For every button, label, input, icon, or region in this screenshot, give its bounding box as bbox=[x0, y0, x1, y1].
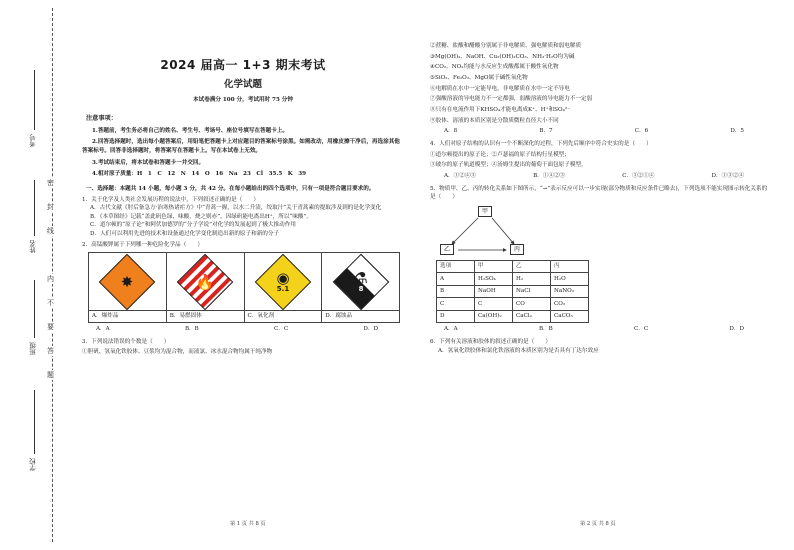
answer-option: C．C bbox=[274, 326, 289, 333]
answer-option: A．A bbox=[96, 326, 110, 333]
table-cell: B bbox=[437, 285, 475, 298]
table-header-cell: 乙 bbox=[513, 260, 551, 273]
right-column bbox=[430, 40, 770, 355]
exam-number-line[interactable] bbox=[34, 70, 35, 130]
diagram-node-jia: 甲 bbox=[478, 206, 492, 217]
answer-option: C．③②①④ bbox=[622, 172, 655, 179]
question-1-option: A．古代文献《肘后备急方·治寒热诸疟方》中“青蒿一握，以水二升渍，绞取汁”关于青蒿素的提取涉及到的是化学变化 bbox=[90, 205, 382, 212]
notice-item: 4.相对原子质量：H 1 C 12 N 14 O 16 Na 23 Cl 35.5 K 39 bbox=[92, 171, 307, 178]
seal-char: 要 bbox=[47, 323, 54, 331]
hazard-label: A．爆炸品 bbox=[89, 311, 167, 323]
seal-char: 密 bbox=[47, 179, 54, 187]
hazard-cell bbox=[166, 253, 244, 311]
question-3-item: ⑧只有在电流作用下KHSO₄才能电离成K⁺、H⁺和SO₄²⁻ bbox=[430, 106, 571, 113]
corrosive-icon bbox=[332, 253, 389, 310]
seal-char: 线 bbox=[47, 227, 54, 235]
answer-option: C．6 bbox=[634, 128, 649, 135]
question-3-item: ③Mg(OH)₂、NaOH、Cu₂(OH)₂CO₃、NH₃·H₂O均为碱 bbox=[430, 53, 575, 60]
question-6-stem: 6．下列有关溶液和胶体的叙述正确的是（ ） bbox=[430, 339, 552, 345]
exam-title: 2024 届高一 1+3 期末考试 bbox=[160, 58, 326, 72]
question-3-item: ①胆矾、氢氧化铁胶体、豆浆均为混合物，而液氯、冰水混合物均属于纯净物 bbox=[82, 349, 273, 356]
table-cell: C bbox=[475, 298, 513, 311]
oxidizer-class-number: 5.1 bbox=[276, 284, 290, 293]
question-3-item: ④CO₂、NO₂均能与水反应生成酸都属于酸性氧化物 bbox=[430, 64, 559, 71]
question-3-item: ⑦强酸溶液的导电能力不一定都强，弱酸溶液的导电能力不一定弱 bbox=[430, 96, 593, 103]
section-heading: 一、选择题：本题共 14 小题，每小题 3 分，共 42 分。在每小题给出的四个选项中，只有一项是符合题目要求的。 bbox=[86, 185, 375, 192]
class-label: 班级 bbox=[29, 342, 37, 355]
hazard-cell bbox=[244, 253, 322, 311]
flame-symbol: 🔥 bbox=[195, 272, 215, 291]
notice-item: 3.考试结束后，将本试卷和答题卡一并交回。 bbox=[92, 159, 205, 166]
answer-option: B．7 bbox=[539, 128, 553, 135]
answer-option: D．5 bbox=[730, 128, 744, 135]
hazard-symbol-table bbox=[88, 252, 400, 323]
score-time-line: 本试卷满分 100 分，考试用时 75 分钟 bbox=[193, 97, 293, 104]
question-4-line: ③玻尔的原子轨道模型；④汤姆生提出的葡萄干面包原子模型。 bbox=[430, 162, 587, 169]
answer-option: B．①④②③ bbox=[533, 172, 566, 179]
question-4-stem: 4．人们对原子结构的认识有一个不断深化的过程，下列先后顺序中符合史实的是（ ） bbox=[430, 140, 652, 147]
question-5-stem: 5．物质甲、乙、丙的转化关系如下图所示，“→”表示反应可以一步实现(部分物质和反应条件已略去)，下列选项不能实现图示转化关系的是（ ） bbox=[430, 185, 768, 201]
table-row bbox=[437, 298, 589, 311]
table-cell: NaOH bbox=[475, 285, 513, 298]
question-3-item: ⑥电解质在水中一定能导电，非电解质在水中一定不导电 bbox=[430, 85, 570, 92]
name-label: 姓名 bbox=[29, 240, 37, 253]
diagram-node-yi: 乙 bbox=[440, 244, 454, 255]
notice-heading: 注意事项： bbox=[86, 114, 117, 122]
flammable-solid-icon bbox=[177, 253, 234, 310]
seal-char: 题 bbox=[47, 371, 54, 379]
question-4-line: ①道尔顿提出的原子论；②卢瑟福的原子结构行星模型； bbox=[430, 151, 570, 158]
seal-char: 内 bbox=[47, 275, 54, 283]
hazard-cell bbox=[89, 253, 167, 311]
answer-option: C．C bbox=[634, 326, 649, 333]
question-1-option: C．道尔顿的“原子论”和阿伏加德罗的“分子学说”对化学的发展起到了极大推动作用 bbox=[90, 222, 296, 229]
question-1-option: D．人们可以利用先进的技术和设备通过化学变化制造出新的原子和新的分子 bbox=[90, 231, 280, 238]
question-4-answers bbox=[430, 172, 770, 181]
question-3-answers bbox=[430, 127, 770, 136]
question-3-item: ⑨胶体、溶液的本质区别是分散质微粒直径大小不同 bbox=[430, 117, 559, 124]
hazard-cell bbox=[322, 253, 400, 311]
answer-option: D．D bbox=[729, 326, 744, 333]
table-row bbox=[437, 285, 589, 298]
table-row bbox=[437, 273, 589, 286]
school-label: 学校 bbox=[29, 458, 37, 471]
left-column bbox=[82, 44, 404, 357]
table-cell: H₂O bbox=[551, 273, 589, 286]
question-1-stem: 1．关于化学及人类社会发展历程的说法中，下列叙述正确的是（ ） bbox=[82, 196, 259, 203]
conversion-diagram bbox=[440, 206, 530, 258]
answer-option: D．①③②④ bbox=[711, 172, 744, 179]
answer-option: A．8 bbox=[444, 128, 458, 135]
explosive-symbol: ✸ bbox=[121, 272, 134, 291]
table-cell: Ca(OH)₂ bbox=[475, 310, 513, 323]
table-cell: H₂SO₄ bbox=[475, 273, 513, 286]
oxidizer-icon bbox=[255, 253, 312, 310]
table-row bbox=[437, 310, 589, 323]
table-cell: CaCO₃ bbox=[551, 310, 589, 323]
binding-margin bbox=[0, 0, 80, 550]
notice-item: 2.回答选择题时，选出每小题答案后，用铅笔把答题卡上对应题目的答案标号涂黑。如需改动，用橡皮擦干净后，再选涂其他答案标号。回答非选择题时，将答案写在答题卡上。写在本试卷上无效。 bbox=[82, 139, 400, 154]
seal-char: 封 bbox=[47, 203, 54, 211]
corrosive-symbol: ⚗ bbox=[353, 268, 368, 287]
question-2-stem: 2．高锰酸钾属于下列哪一种危险化学品（ ） bbox=[82, 241, 204, 248]
table-cell: CaCl₂ bbox=[513, 310, 551, 323]
oxidizer-symbol: ◉ bbox=[276, 268, 290, 287]
school-line[interactable] bbox=[34, 390, 35, 454]
name-line[interactable] bbox=[34, 180, 35, 236]
table-cell: A bbox=[437, 273, 475, 286]
table-cell: H₂ bbox=[513, 273, 551, 286]
question-5-table bbox=[436, 260, 589, 324]
exam-subtitle: 化学试题 bbox=[223, 78, 262, 90]
corrosive-class-number: 8 bbox=[358, 284, 364, 293]
question-1-option: B．《本草图经》记载“盖此矾色绿，味酸，烧之则赤”，因绿矾能电离出H⁺，所以“味酸”。 bbox=[90, 213, 312, 220]
table-cell: D bbox=[437, 310, 475, 323]
answer-option: A．A bbox=[444, 326, 458, 333]
question-2-answers bbox=[82, 325, 404, 334]
answer-option: B．B bbox=[538, 326, 553, 333]
table-cell: NaNO₃ bbox=[551, 285, 589, 298]
table-cell: CO₂ bbox=[551, 298, 589, 311]
table-header-row bbox=[437, 260, 589, 273]
seal-char: 不 bbox=[47, 299, 54, 307]
question-5-answers bbox=[430, 325, 770, 334]
table-header-cell: 甲 bbox=[475, 260, 513, 273]
answer-option: D．D bbox=[363, 326, 378, 333]
answer-option: A．①②④③ bbox=[444, 172, 477, 179]
table-cell: C bbox=[437, 298, 475, 311]
diagram-node-bing: 丙 bbox=[510, 244, 524, 255]
table-cell: NaCl bbox=[513, 285, 551, 298]
page-number-right: 第 2 页 共 8 页 bbox=[580, 521, 616, 527]
table-header-cell: 选项 bbox=[437, 260, 475, 273]
class-line[interactable] bbox=[34, 280, 35, 338]
question-3-item: ⑤SiO₂、Fe₂O₃、MgO属于碱性氧化物 bbox=[430, 74, 528, 81]
hazard-label: B．易燃固体 bbox=[166, 311, 244, 323]
table-cell: CO bbox=[513, 298, 551, 311]
explosive-icon bbox=[99, 253, 156, 310]
hazard-label: D．腐蚀品 bbox=[322, 311, 400, 323]
question-6-option: A．氢氧化铁胶体和氯化铁溶液的本质区别为是否具有丁达尔效应 bbox=[438, 347, 599, 354]
question-3-stem: 3．下列说法错误的个数是（ ） bbox=[82, 338, 170, 345]
seal-char: 答 bbox=[47, 347, 54, 355]
hazard-label: C．氧化剂 bbox=[244, 311, 322, 323]
table-header-cell: 丙 bbox=[551, 260, 589, 273]
page-number-left: 第 1 页 共 8 页 bbox=[230, 521, 266, 527]
question-3-item: ②蔗糖、盐酸和醋酸分别属于非电解质、强电解质和弱电解质 bbox=[430, 43, 582, 49]
notice-item: 1.答题前，考生务必将自己的姓名、考生号、考场号、座位号填写在答题卡上。 bbox=[92, 127, 289, 134]
exam-number-label: 考号 bbox=[29, 134, 37, 147]
answer-option: B．B bbox=[184, 326, 199, 333]
